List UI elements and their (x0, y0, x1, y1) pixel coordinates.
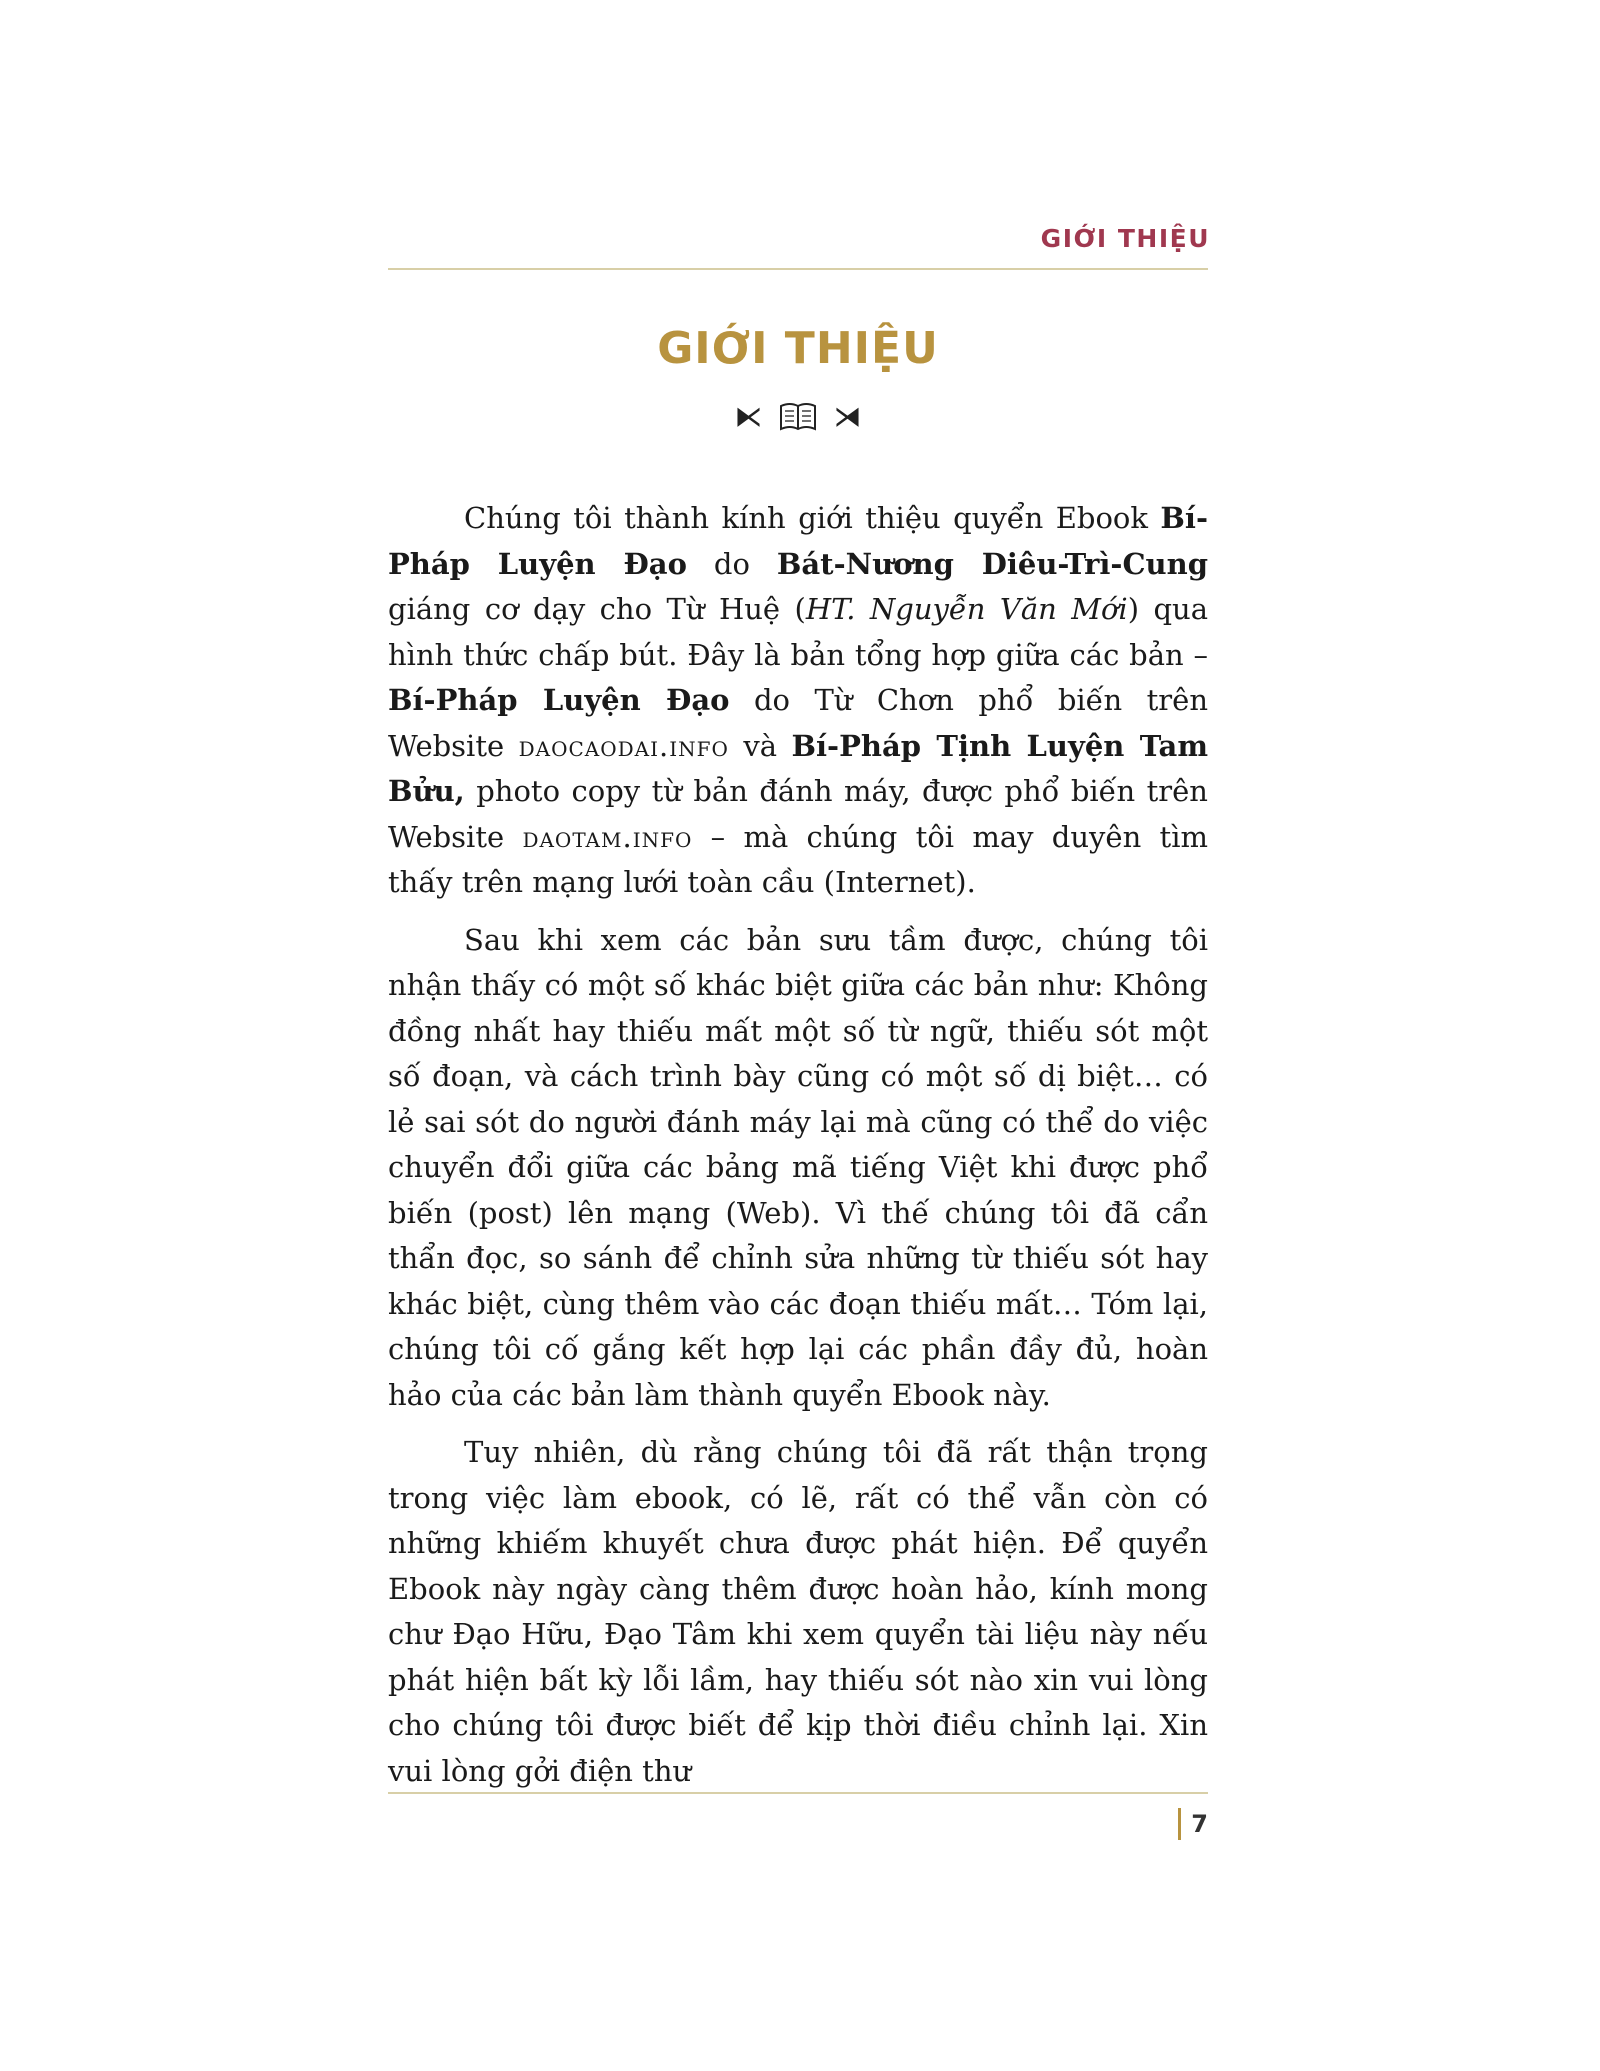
paragraph-1: Chúng tôi thành kính giới thiệu quyển Ebook Bí-Pháp Luyện Đạo do Bát-Nương Diêu-Trì-Cung giáng cơ dạy cho Từ Huệ (HT. Nguyễn Văn Mới) qua hình thức chấp bút. Đây là bản tổng hợp giữa các bản – Bí-Pháp Luyện Đạo do Từ Chơn phổ biến trên Website daocaodai.info và Bí-Pháp Tịnh Luyện Tam Bửu, photo copy từ bản đánh máy, được phổ biến trên Website daotam.info – mà chúng tôi may duyên tìm thấy trên mạng lưới toàn cầu (Internet). (388, 501, 1208, 899)
book-title-bold: Bí-Pháp Tịnh Luyện Tam Bửu, (388, 728, 1208, 808)
author-italic: HT. Nguyễn Văn Mới (805, 592, 1128, 626)
footer-rule (388, 1792, 1208, 1794)
title-ornament (388, 398, 1208, 435)
paragraph-2: Sau khi xem các bản sưu tầm được, chúng tôi nhận thấy có một số khác biệt giữa các bản như: Không đồng nhất hay thiếu mất một số từ ngữ, thiếu sót một số đoạn, và cách trình bày cũng có một số dị biệt… có lẻ sai sót do người đánh máy lại mà cũng có thể do việc chuyển đổi giữa các bảng mã tiếng Việt khi được phổ biến (post) lên mạng (Web). Vì thế chúng tôi đã cẩn thẩn đọc, so sánh để chỉnh sửa những từ thiếu sót hay khác biệt, cùng thêm vào các đoạn thiếu mất… Tóm lại, chúng tôi cố gắng kết hợp lại các phần đầy đủ, hoàn hảo của các bản làm thành quyển Ebook này. (388, 922, 1208, 1412)
book-title-bold: Bí-Pháp Luyện Đạo (388, 501, 1208, 581)
running-header: GIỚI THIỆU (1040, 224, 1210, 253)
book-title-bold: Bí-Pháp Luyện Đạo (388, 683, 730, 717)
website-name: daotam.info (522, 819, 693, 854)
author-bold: Bát-Nương Diêu-Trì-Cung (776, 546, 1208, 581)
flourish-right-icon: ⧕ (833, 399, 862, 433)
header-rule (388, 268, 1208, 270)
body-text (388, 496, 1208, 1806)
page-number-bar (1178, 1808, 1181, 1840)
page-number-value: 7 (1191, 1810, 1208, 1838)
flourish-left-icon: ⧔ (734, 399, 763, 433)
chapter-title: GIỚI THIỆU (657, 323, 939, 374)
website-name: daocaodai.info (518, 728, 729, 763)
page-number (1178, 1808, 1208, 1840)
paragraph-3: Tuy nhiên, dù rằng chúng tôi đã rất thận trọng trong việc làm ebook, có lẽ, rất có thể vẫn còn có những khiếm khuyết chưa được phát hiện. Để quyển Ebook này ngày càng thêm được hoàn hảo, kính mong chư Đạo Hữu, Đạo Tâm khi xem quyển tài liệu này nếu phát hiện bất kỳ lỗi lầm, hay thiếu sót nào xin vui lòng cho chúng tôi được biết để kịp thời điều chỉnh lại. Xin vui lòng gởi điện thư (388, 1435, 1208, 1788)
open-book-icon (778, 401, 818, 433)
